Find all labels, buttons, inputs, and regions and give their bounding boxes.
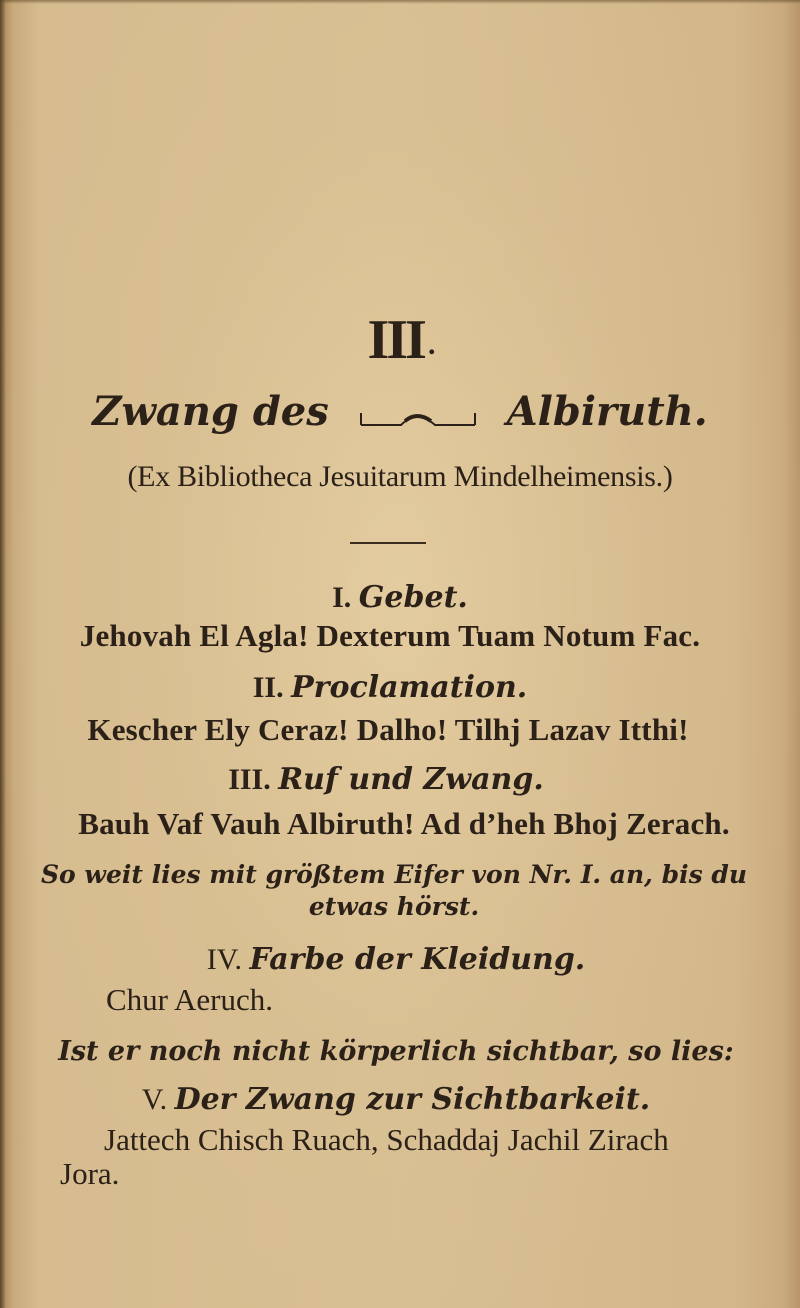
section-3-note-line-2: etwas hörst.	[308, 892, 480, 921]
title-right: Albiruth.	[506, 388, 708, 435]
section-4-heading	[0, 942, 796, 977]
section-3-note-line-1: So weit lies mit größtem Eifer von Nr. I. an, bis du	[40, 860, 748, 889]
section-1-heading	[0, 580, 800, 615]
section-2-heading	[0, 670, 790, 705]
section-3-title: Ruf und Zwang.	[278, 762, 544, 797]
section-3-heading	[0, 762, 786, 797]
section-2-line-1: Kescher Ely Ceraz! Dalho! Tilhj Lazav Itthi!	[87, 712, 689, 747]
section-5-number: V.	[141, 1083, 168, 1116]
divider-rule	[350, 542, 426, 544]
section-5-line-1: Jattech Chisch Ruach, Schaddaj Jachil Zirach	[104, 1122, 669, 1157]
title-left: Zwang des	[92, 388, 329, 435]
section-5-title: Der Zwang zur Sichtbarkeit.	[174, 1082, 651, 1117]
three-dot-arc-symbol	[357, 392, 479, 439]
section-1-title: Gebet.	[358, 580, 468, 615]
page-title	[0, 388, 800, 439]
section-2-number: II.	[252, 671, 284, 704]
chapter-numeral	[0, 308, 800, 372]
section-3-line-1: Bauh Vaf Vauh Albiruth! Ad d’heh Bhoj Zerach.	[78, 806, 730, 841]
section-3-number: III.	[228, 763, 271, 796]
section-5-line-2: Jora.	[60, 1156, 120, 1191]
section-2-title: Proclamation.	[291, 670, 528, 705]
section-4-note-line-1: Ist er noch nicht körperlich sichtbar, so lies:	[58, 1036, 734, 1067]
section-4-number: IV.	[206, 943, 243, 976]
chapter-numeral-text: III	[367, 309, 424, 371]
page-top-edge	[0, 0, 800, 4]
page-subtitle: (Ex Bibliotheca Jesuitarum Mindelheimensis.)	[127, 460, 673, 493]
section-4-line-1: Chur Aeruch.	[106, 982, 274, 1017]
section-1-number: I.	[332, 581, 352, 614]
section-1-line-1: Jehovah El Agla! Dexterum Tuam Notum Fac.	[79, 618, 701, 653]
chapter-numeral-dot: .	[427, 328, 433, 361]
section-5-heading	[0, 1082, 796, 1117]
section-4-title: Farbe der Kleidung.	[249, 942, 586, 977]
